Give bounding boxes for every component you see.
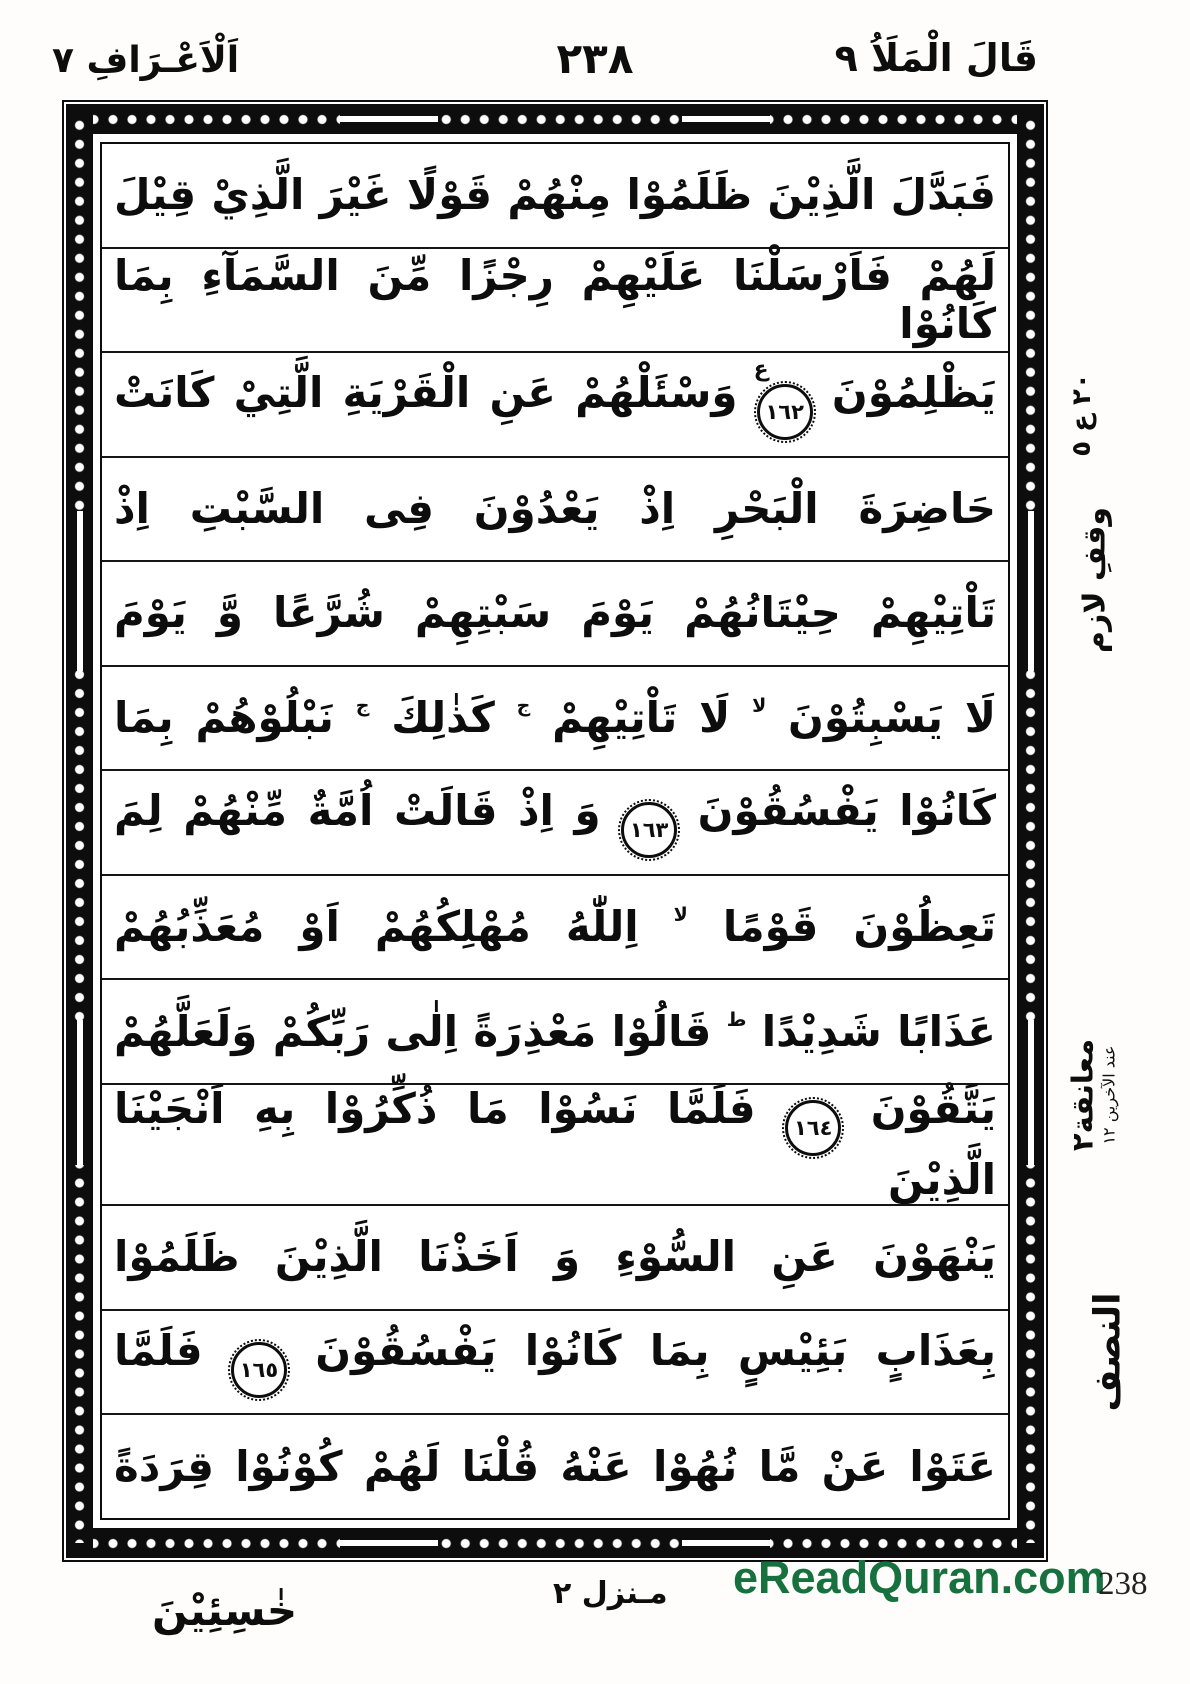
ayah-text: لَا يَسْبِتُوْنَ [788, 692, 997, 742]
waqf-lazim-note: وقفِ لازم [1077, 506, 1113, 654]
quran-line [102, 1311, 1008, 1416]
ayah-text: اِللّٰهُ مُهْلِكُهُمْ اَوْ مُعَذِّبُهُمْ [114, 901, 639, 951]
nisf-marker-note: النصف [1087, 1292, 1129, 1412]
ayah-text: حَاضِرَةَ الْبَحْرِ اِذْ يَعْدُوْنَ فِى السَّبْتِ اِذْ [114, 483, 996, 533]
border-ornament-right [1017, 104, 1044, 1558]
verse-end-medallion: ١٦٤ [785, 1100, 841, 1156]
quran-line [102, 458, 1008, 563]
quran-line [102, 1415, 1008, 1518]
ayah-text: فَبَدَّلَ الَّذِيْنَ ظَلَمُوْا مِنْهُمْ قَوْلًا غَيْرَ الَّذِيْ قِيْلَ [114, 170, 996, 220]
quran-line [102, 876, 1008, 981]
ayah-text: عَذَابًا شَدِيْدًا [761, 1006, 996, 1056]
juz-name: قَالَ الْمَلَاُ ٩ [834, 36, 1038, 80]
page-number: 238 [1098, 1566, 1148, 1602]
ornamental-frame [62, 100, 1048, 1562]
quran-line [102, 562, 1008, 667]
quran-line [102, 980, 1008, 1085]
border-ornament-top [66, 104, 1044, 134]
manzil-label: مـنزل ٢ [553, 1576, 668, 1611]
page-number-arabic: ٢٣٨ [556, 34, 634, 83]
muanaqah-note [1066, 1039, 1119, 1151]
ayah-text: وَ اِذْ قَالَتْ اُمَّةٌ مِّنْهُمْ لِمَ [114, 786, 601, 836]
ruku-ayn-mark: ع [753, 356, 769, 382]
ayah-text: يَنْهَوْنَ عَنِ السُّوْءِ وَ اَخَذْنَا الَّذِيْنَ ظَلَمُوْا [114, 1232, 996, 1282]
pause-mark: ج [516, 694, 531, 717]
website-label: eReadQuran.com [733, 1552, 1106, 1603]
ayah-text: تَاْتِيْهِمْ حِيْتَانُهُمْ يَوْمَ سَبْتِهِمْ شُرَّعًا وَّ يَوْمَ [114, 588, 996, 638]
ayah-text: يَظْلِمُوْنَ [831, 367, 997, 417]
ayah-text: لَا تَاْتِيْهِمْ [552, 692, 731, 742]
ayah-text: فَلَمَّا نَسُوْا مَا ذُكِّرُوْا بِهِ اَنْجَيْنَا الَّذِيْنَ [114, 1083, 996, 1204]
quran-line [102, 353, 1008, 458]
quran-line [102, 1085, 1008, 1206]
verse-end-medallion: ١٦٢ ع [757, 384, 813, 440]
ruku-marker-note: ٢٠ ع ٥ [1067, 373, 1097, 457]
ayah-text: كَانُوْا يَفْسُقُوْنَ [697, 786, 997, 836]
ayah-text: تَعِظُوْنَ قَوْمًا [722, 901, 996, 951]
catchword: خٰسِئِيْنَ [152, 1586, 298, 1635]
quran-line [102, 1206, 1008, 1311]
ayah-text: وَسْئَلْهُمْ عَنِ الْقَرْيَةِ الَّتِيْ كَانَتْ [114, 367, 738, 417]
pause-mark: لا [673, 903, 688, 926]
muanaqah-sub-label: عند الآخرين ١٢ [1099, 1045, 1119, 1145]
quran-line [102, 144, 1008, 249]
ayah-text: قَالُوْا مَعْذِرَةً اِلٰى رَبِّكُمْ وَلَعَلَّهُمْ [114, 1006, 712, 1056]
quran-text-area [100, 142, 1010, 1520]
page-header [0, 0, 1190, 100]
ayah-text: كَذٰلِكَ [391, 692, 495, 742]
quran-line [102, 667, 1008, 772]
pause-mark: ط [726, 1008, 747, 1031]
ayah-text: فَلَمَّا [114, 1325, 203, 1375]
quran-line [102, 771, 1008, 876]
pause-mark: ج [355, 694, 370, 717]
pause-mark: لا [752, 694, 767, 717]
ayah-text: بِعَذَابٍ بَئِيْسٍ بِمَا كَانُوْا يَفْسُقُوْنَ [315, 1325, 997, 1375]
quran-line [102, 249, 1008, 354]
ayah-text: يَتَّقُوْنَ [870, 1083, 997, 1133]
ayah-text: عَتَوْا عَنْ مَّا نُهُوْا عَنْهُ قُلْنَا لَهُمْ كُوْنُوْا قِرَدَةً [114, 1441, 996, 1491]
ayah-text: لَهُمْ فَاَرْسَلْنَا عَلَيْهِمْ رِجْزًا مِّنَ السَّمَآءِ بِمَا كَانُوْا [114, 250, 996, 348]
muanaqah-label: معانقة٢ [1065, 1038, 1100, 1152]
verse-end-medallion: ١٦٥ [231, 1342, 287, 1398]
ayah-text: نَبْلُوْهُمْ بِمَا [114, 692, 334, 742]
border-ornament-left [66, 104, 93, 1558]
verse-end-medallion: ١٦٣ [621, 802, 677, 858]
surah-name: اَلْاَعْـرَافِ ٧ [52, 40, 240, 81]
